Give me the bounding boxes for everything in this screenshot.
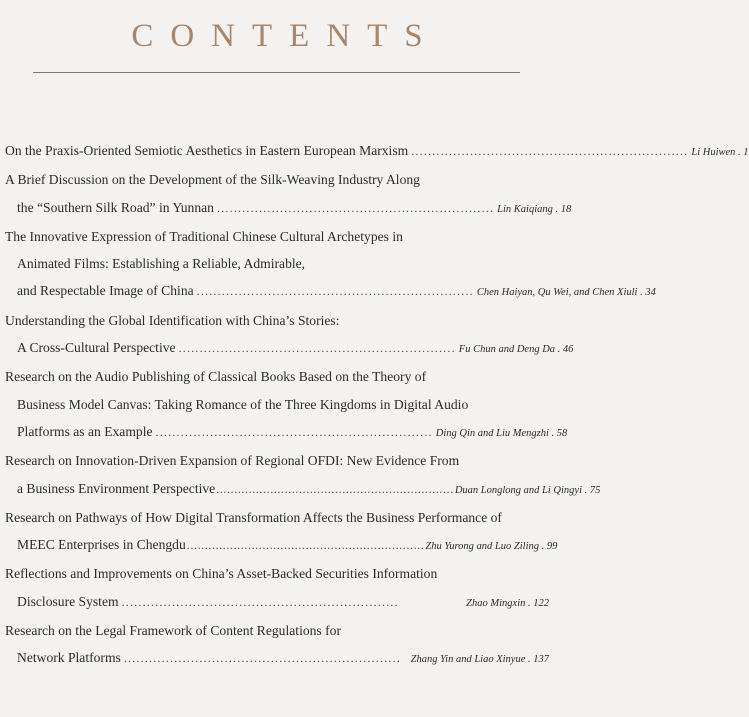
toc-entry[interactable] (5, 363, 568, 445)
entry-author-page: Zhu Yurong and Luo Ziling . 99 (425, 541, 558, 553)
entry-author-page: Duan Longlong and Li Qingyi . 75 (454, 484, 601, 496)
entry-title-line: Animated Films: Establishing a Reliable, Admirable, (17, 256, 306, 272)
entry-author-page: Zhao Mingxin . 122 (466, 597, 549, 609)
entry-title-line: Research on Innovation-Driven Expansion of Regional OFDI: New Evidence From (5, 453, 460, 469)
entry-title-line: On the Praxis-Oriented Semiotic Aesthetics in Eastern European Marxism (5, 143, 409, 158)
entry-title-line: Understanding the Global Identification with China’s Stories: (5, 312, 340, 328)
entry-author-page: Ding Qin and Liu Mengzhi . 58 (435, 427, 568, 439)
dot-leader: .................................................................. (216, 481, 454, 496)
toc-list (5, 137, 749, 674)
entry-author-page: Fu Chun and Deng Da . 46 (458, 344, 574, 356)
dot-leader: .................................................................. (121, 594, 399, 609)
dot-leader: .................................................................. (123, 651, 402, 666)
contents-heading: CONTENTS (131, 18, 440, 54)
entry-title-line: the “Southern Silk Road” in Yunnan (17, 199, 214, 215)
entry-author-page: Zhang Yin and Liao Xinyue . 137 (410, 654, 549, 666)
dot-leader: .................................................................. (196, 284, 474, 299)
toc-entry[interactable] (5, 223, 656, 305)
entry-title-line: MEEC Enterprises in Chengdu (17, 537, 186, 553)
entry-title-line: and Respectable Image of China (17, 283, 194, 299)
toc-entry[interactable] (5, 137, 749, 164)
entry-author-page: Chen Haiyan, Qu Wei, and Chen Xiuli . 34 (476, 287, 656, 299)
entry-title-line: Business Model Canvas: Taking Romance of the Three Kingdoms in Digital Audio (17, 396, 469, 412)
entry-author-page: Li Huiwen . 1 (691, 147, 749, 158)
entry-title-line: Research on the Audio Publishing of Classical Books Based on the Theory of (5, 369, 427, 385)
entry-title-line: Research on the Legal Framework of Content Regulations for (5, 623, 341, 639)
dot-leader: .................................................................. (155, 424, 433, 439)
entry-author-page: Lin Kaiqiang . 18 (497, 203, 572, 215)
entry-title-line: Reflections and Improvements on China’s Asset-Backed Securities Information (5, 566, 438, 582)
toc-entry[interactable] (5, 447, 601, 502)
entry-title-line: Disclosure System (17, 593, 119, 609)
heading-divider (33, 72, 520, 73)
dot-leader: .................................................................. (186, 538, 425, 553)
entry-title-line: A Cross-Cultural Perspective (17, 340, 176, 356)
toc-entry[interactable] (5, 560, 549, 615)
entry-title-line: Platforms as an Example (17, 423, 153, 439)
entry-title-line: A Brief Discussion on the Development of the Silk-Weaving Industry Along (5, 172, 420, 188)
entry-title-line: Network Platforms (17, 650, 121, 666)
toc-entry[interactable] (5, 504, 558, 559)
entry-title-line: a Business Environment Perspective (17, 480, 216, 496)
toc-entry[interactable] (5, 166, 572, 221)
dot-leader: .................................................................. (216, 200, 495, 215)
dot-leader: .................................................................. (411, 144, 689, 158)
toc-entry[interactable] (5, 617, 549, 672)
entry-title-line: The Innovative Expression of Traditional Chinese Cultural Archetypes in (5, 228, 403, 244)
toc-entry[interactable] (5, 307, 574, 362)
entry-title-line: Research on Pathways of How Digital Transformation Affects the Business Performance of (5, 509, 502, 525)
dot-leader: .................................................................. (178, 341, 456, 356)
